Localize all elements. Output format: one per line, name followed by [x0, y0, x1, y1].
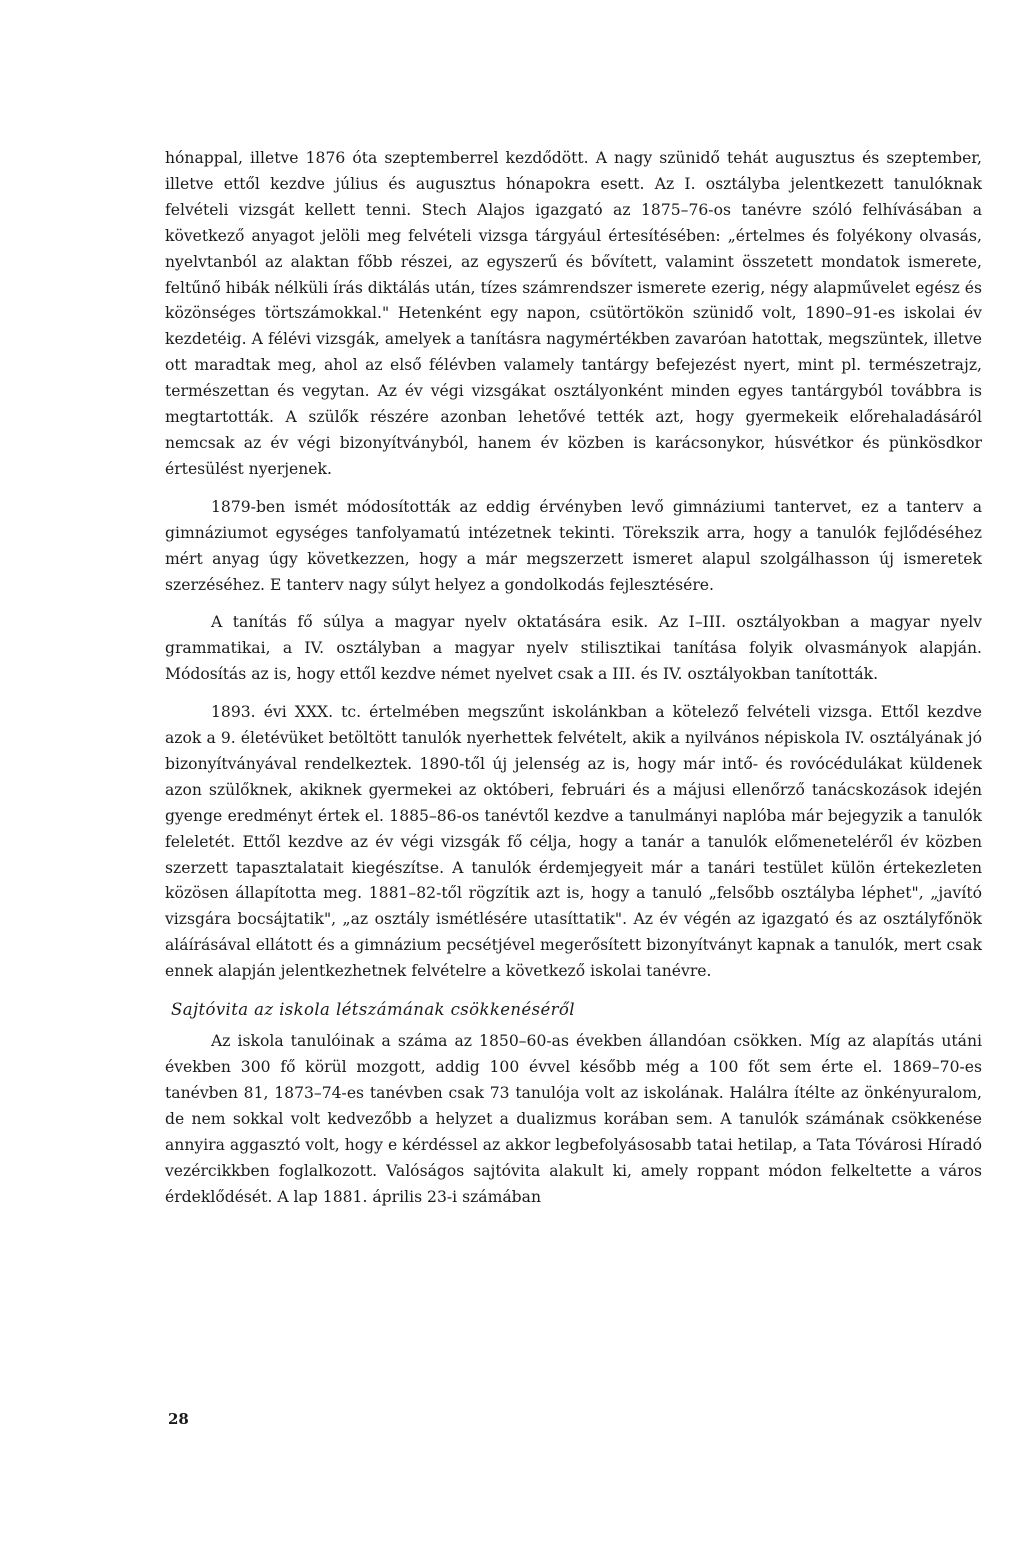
page-number: 28 — [168, 1410, 189, 1428]
paragraph-3: A tanítás fő súlya a magyar nyelv oktatására esik. Az I–III. osztályokban a magyar nyelv grammatikai, a IV. osztályban a magyar nyelv stilisztikai tanítása folyik olvasmányok alapján. Módosítás az is, hogy ettől kezdve német nyelvet csak a III. és IV. osztályokban tanították. — [165, 613, 982, 684]
section-heading: Sajtóvita az iskola létszámának csökkenéséről — [171, 1000, 575, 1020]
paragraph-4: 1893. évi XXX. tc. értelmében megszűnt iskolánkban a kötelező felvételi vizsga. Ettől kezdve azok a 9. életévüket betöltött tanulók nyerhettek felvételt, akik a nyilvános népiskola IV. osztályának jó bizonyítványával rendelkeztek. 1890-től új jelenség az is, hogy már intő- és rovócédulákat küldenek azon szülőknek, akiknek gyermekei az októberi, februári és a májusi ellenőrző tanácskozások idején gyenge eredményt értek el. 1885–86-os tanévtől kezdve a tanulmányi naplóba már bejegyzik a tanulók feleletét. Ettől kezdve az év végi vizsgák fő célja, hogy a tanár a tanulók előmeneteléről év közben szerzett tapasztalatait kiegészítse. A tanulók érdemjegyeit már a tanári testület külön értekezleten közösen állapította meg. 1881–82-től rögzítik azt is, hogy a tanuló „felsőbb osztályba léphet", „javító vizsgára bocsájtatik", „az osztály ismétlésére utasíttatik". Az év végén az igazgató és az osztályfőnök aláírásával ellátott és a gimnázium pecsétjével megerősített bizonyítványt kapnak a tanulók, mert csak ennek alapján jelentkezhetnek felvételre a következő iskolai tanévre. — [165, 703, 982, 981]
section-paragraph: Az iskola tanulóinak a száma az 1850–60-as években állandóan csökken. Míg az alapítás utáni években 300 fő körül mozgott, addig 100 évvel később még a 100 főt sem érte el. 1869–70-es tanévben 81, 1873–74-es tanévben csak 73 tanulója volt az iskolának. Halálra ítélte az önkényuralom, de nem sokkal volt kedvezőbb a helyzet a dualizmus korában sem. A tanulók számának csökkenése annyira aggasztó volt, hogy e kérdéssel az akkor legbefolyásosabb tatai hetilap, a Tata Tóvárosi Híradó vezércikkben foglalkozott. Valóságos sajtóvita alakult ki, amely roppant módon felkeltette a város érdeklődését. A lap 1881. április 23-i számában — [165, 1032, 982, 1206]
paragraph-1: hónappal, illetve 1876 óta szeptemberrel kezdődött. A nagy szünidő tehát augusztus és szeptember, illetve ettől kezdve július és augusztus hónapokra esett. Az I. osztályba jelentkezett tanulóknak felvételi vizsgát kellett tenni. Stech Alajos igazgató az 1875–76-os tanévre szóló felhívásában a következő anyagot jelöli meg felvételi vizsga tárgyául értesítésében: „értelmes és folyékony olvasás, nyelvtanból az alaktan főbb részei, az egyszerű és bővített, valamint összetett mondatok ismerete, feltűnő hibák nélküli írás diktálás után, tízes számrendszer ismerete ezerig, négy alapművelet egész és közönséges törtszámokkal." Hetenként egy napon, csütörtökön szünidő volt, 1890–91-es iskolai év kezdetéig. A félévi vizsgák, amelyek a tanításra nagymértékben zavaróan hatottak, megszüntek, illetve ott maradtak meg, ahol az első félévben valamely tantárgy befejezést nyert, mint pl. természetrajz, természettan és vegytan. Az év végi vizsgákat osztályonként minden egyes tantárgyból továbbra is megtartották. A szülők részére azonban lehetővé tették azt, hogy gyermekeik előrehaladásáról nemcsak az év végi bizonyítványból, hanem év közben is karácsonykor, húsvétkor és pünkösdkor értesülést nyerjenek. — [165, 149, 982, 478]
paragraph-2: 1879-ben ismét módosították az eddig érvényben levő gimnáziumi tantervet, ez a tanterv a gimnáziumot egységes tanfolyamatú intézetnek tekinti. Törekszik arra, hogy a tanulók fejlődéséhez mért anyag úgy következzen, hogy a már megszerzett ismeret alapul szolgálhasson új ismeretek szerzéséhez. E tanterv nagy súlyt helyez a gondolkodás fejlesztésére. — [165, 497, 982, 594]
page-body — [165, 146, 982, 1222]
